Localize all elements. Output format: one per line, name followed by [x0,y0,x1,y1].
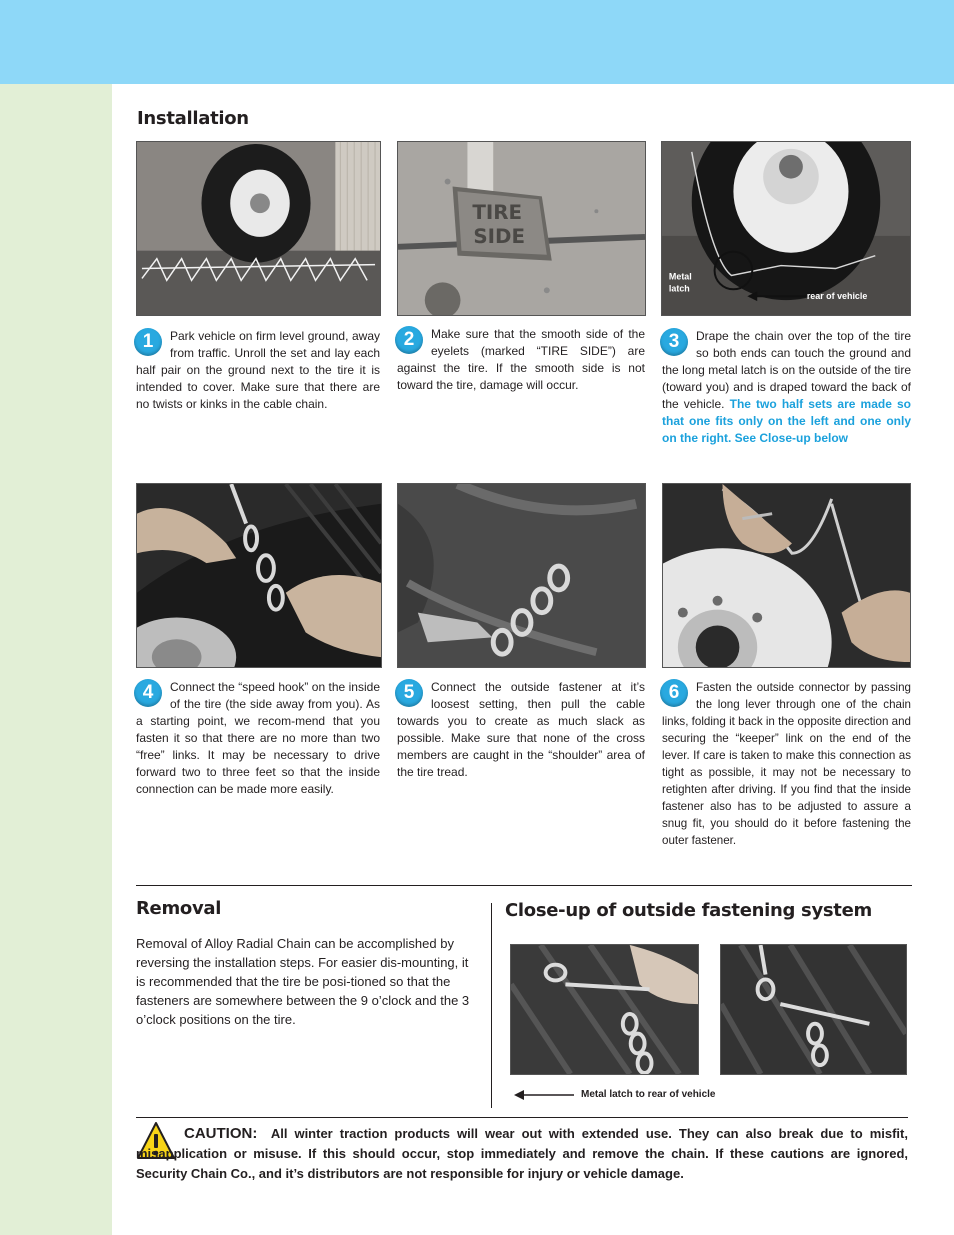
svg-text:SIDE: SIDE [473,224,526,248]
step-3-text: Drape the chain over the top of the tire so both ends can touch the ground and the long metal latch is on the outside of the tire (toward you) and is draped toward the back of the vehicle. [662,329,911,411]
tire-side-tag-text: TIRE [472,201,523,225]
left-sidebar-band [0,84,112,1235]
step-1 [136,328,380,413]
removal-text: Removal of Alloy Radial Chain can be accomplished by reversing the installation steps. For easier dis-mounting, it is recommended that the tire be posi-tioned so that the fasteners are somewhere between the 9 o’clock and the 3 o’clock positions on the tire. [136,936,470,1027]
step-3 [662,328,911,447]
closeup-heading: Close-up of outside fastening system [505,900,872,921]
metal-latch-label: Metal [668,271,692,282]
step-3-photo [661,141,911,316]
step-2-photo [397,141,646,316]
caution-divider [136,1117,908,1118]
step-5-photo [397,483,646,668]
left-arrow-icon [514,1088,576,1102]
header-bar [0,0,954,84]
removal-heading: Removal [136,898,222,919]
step-2-badge: 2 [395,326,423,354]
step-5-text: Connect the outside fastener at it’s loosest setting, then pull the cable towards you to create as much slack as possible. Make sure that none of the cross members are caught in the “shoulder” area of the tire tread. [397,680,645,779]
installation-heading: Installation [137,108,249,129]
svg-text:latch: latch [668,283,690,294]
step-6 [662,679,911,849]
step-4 [136,679,380,798]
step-1-badge: 1 [134,328,162,356]
step-2-text: Make sure that the smooth side of the eyelets (marked “TIRE SIDE”) are against the tire. If the smooth side is not toward the tire, damage will occur. [397,327,645,392]
closeup-photo-1 [510,944,699,1075]
step-3-highlight: The two half sets are made so that one fits only on the left and one only on the right. See Close-up below [662,397,912,445]
closeup-photo-2 [720,944,907,1075]
step-2 [397,326,645,394]
section-divider [136,885,912,886]
step-6-badge: 6 [660,679,688,707]
step-6-text: Fasten the outside connector by passing the long lever through one of the chain links, folding it back in the opposite direction and securing the “keeper” link on the end of the lever. If care is taken to make this connection as tight as possible, it may not be necessary to retighten after driving. If you find that the inside fastener also has to be adjusted to assure a snug fit, you should do it before fastening the outer fastener. [662,681,911,847]
step-6-photo [662,483,911,668]
step-4-badge: 4 [134,679,162,707]
vertical-divider [491,903,492,1108]
caution-block [136,1124,908,1184]
step-1-text: Park vehicle on firm level ground, away from traffic. Unroll the set and lay each half pair on the ground next to the tire it is intended to cover. Make sure that there are no twists or kinks in the cable chain. [136,329,380,411]
step-4-photo [136,483,382,668]
step-3-badge: 3 [660,328,688,356]
step-5 [397,679,645,781]
caution-title: CAUTION: [184,1125,258,1142]
step-4-text: Connect the “speed hook” on the inside of the tire (the side away from you). As a starting point, we recom-mend that you fasten it so that there are no more than two “free” links. It may be necessary to drive forward two to three feet so that the inside connection can be made more easily. [136,680,380,796]
rear-of-vehicle-label: rear of vehicle [806,291,868,302]
step-1-photo [136,141,381,316]
step-5-badge: 5 [395,679,423,707]
caution-text: All winter traction products will wear out with extended use. They can also break due to misfit, misapplication or misuse. If this should occur, stop immediately and remove the chain. If these cautions are ignored, Security Chain Co., and it’s distributors are not responsible for injury or vehicle damage. [136,1126,908,1181]
closeup-arrow-label: Metal latch to rear of vehicle [581,1089,716,1100]
